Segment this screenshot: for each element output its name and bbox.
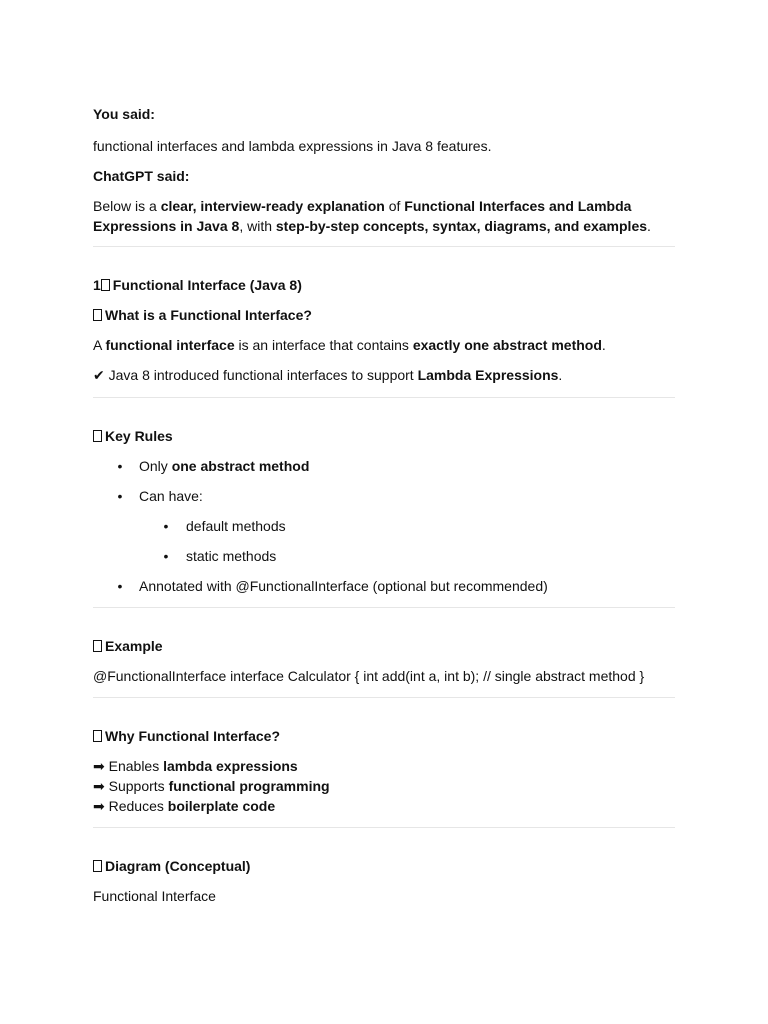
emoji-icon (93, 640, 102, 652)
assistant-label: ChatGPT said: (93, 168, 190, 184)
definition-paragraph (93, 335, 675, 355)
key-rules-heading-text: Key Rules (105, 428, 173, 444)
intro-text-3: , with (239, 218, 276, 234)
list-item (93, 486, 675, 506)
keycap-icon (101, 279, 110, 291)
emoji-icon (93, 430, 102, 442)
why-item (93, 796, 675, 816)
why-text: Reduces (104, 798, 168, 814)
intro-text-4: . (647, 218, 651, 234)
subheading-what-is (93, 305, 675, 325)
why-bold: lambda expressions (163, 758, 298, 774)
sub-rule-text: static methods (186, 548, 277, 564)
rule-text: Only (139, 458, 172, 474)
bullet-dot: • (117, 488, 123, 504)
subheading-text: What is a Functional Interface? (105, 307, 312, 323)
definition-text-2: is an interface that contains (234, 337, 413, 353)
definition-text-1: A (93, 337, 106, 353)
section-heading-functional-interface (93, 275, 675, 295)
why-heading (93, 726, 675, 746)
why-bold: functional programming (168, 778, 330, 794)
section-number: 1 (93, 277, 101, 293)
rule-bold: one abstract method (171, 458, 310, 474)
emoji-icon (93, 730, 102, 742)
rule-text: Can have: (139, 488, 203, 504)
definition-text-3: . (601, 337, 606, 353)
note-text-2: . (558, 367, 563, 383)
emoji-icon (93, 860, 102, 872)
bullet-dot: • (163, 548, 169, 564)
list-item (93, 456, 675, 476)
check-icon: ✔ (93, 367, 105, 383)
why-text: Supports (104, 778, 169, 794)
example-code: @FunctionalInterface interface Calculator { int add(int a, int b); // single abstract method } (93, 668, 645, 684)
intro-bold-3: step-by-step concepts, syntax, diagrams, and examples (275, 218, 648, 234)
definition-bold-2: exactly one abstract method (412, 337, 602, 353)
key-rules-heading (93, 426, 675, 446)
intro-bold-1: clear, interview-ready explanation (160, 198, 385, 214)
arrow-icon: ➡ (93, 798, 105, 814)
java8-note (93, 365, 675, 385)
document-content (93, 104, 675, 906)
why-item (93, 756, 675, 776)
list-item (93, 516, 675, 536)
why-bold: boilerplate code (167, 798, 276, 814)
user-message: functional interfaces and lambda expressions in Java 8 features. (93, 138, 492, 154)
example-heading (93, 636, 675, 656)
why-item (93, 776, 675, 796)
intro-paragraph (93, 196, 675, 236)
sub-rule-text: default methods (186, 518, 286, 534)
intro-text-1: Below is a (93, 198, 161, 214)
why-text: Enables (104, 758, 164, 774)
note-bold: Lambda Expressions (417, 367, 559, 383)
section-heading-text: Functional Interface (Java 8) (112, 277, 302, 293)
key-rules-list (93, 456, 675, 596)
bullet-dot: • (117, 458, 123, 474)
intro-text-2: of (384, 198, 405, 214)
list-item (93, 546, 675, 566)
why-heading-text: Why Functional Interface? (105, 728, 281, 744)
bullet-dot: • (117, 578, 123, 594)
list-item (93, 576, 675, 596)
note-text-1: Java 8 introduced functional interfaces to support (104, 367, 418, 383)
user-label: You said: (93, 106, 155, 122)
rule-text: Annotated with @FunctionalInterface (optional but recommended) (139, 578, 548, 594)
arrow-icon: ➡ (93, 778, 105, 794)
intro-bold-2: Functional Interfaces and Lambda Expressions in Java 8 (93, 198, 632, 234)
diagram-heading-text: Diagram (Conceptual) (105, 858, 251, 874)
diagram-heading (93, 856, 675, 876)
arrow-icon: ➡ (93, 758, 105, 774)
example-heading-text: Example (105, 638, 163, 654)
bullet-dot: • (163, 518, 169, 534)
definition-bold-1: functional interface (105, 337, 235, 353)
emoji-icon (93, 309, 102, 321)
diagram-text: Functional Interface (93, 888, 216, 904)
